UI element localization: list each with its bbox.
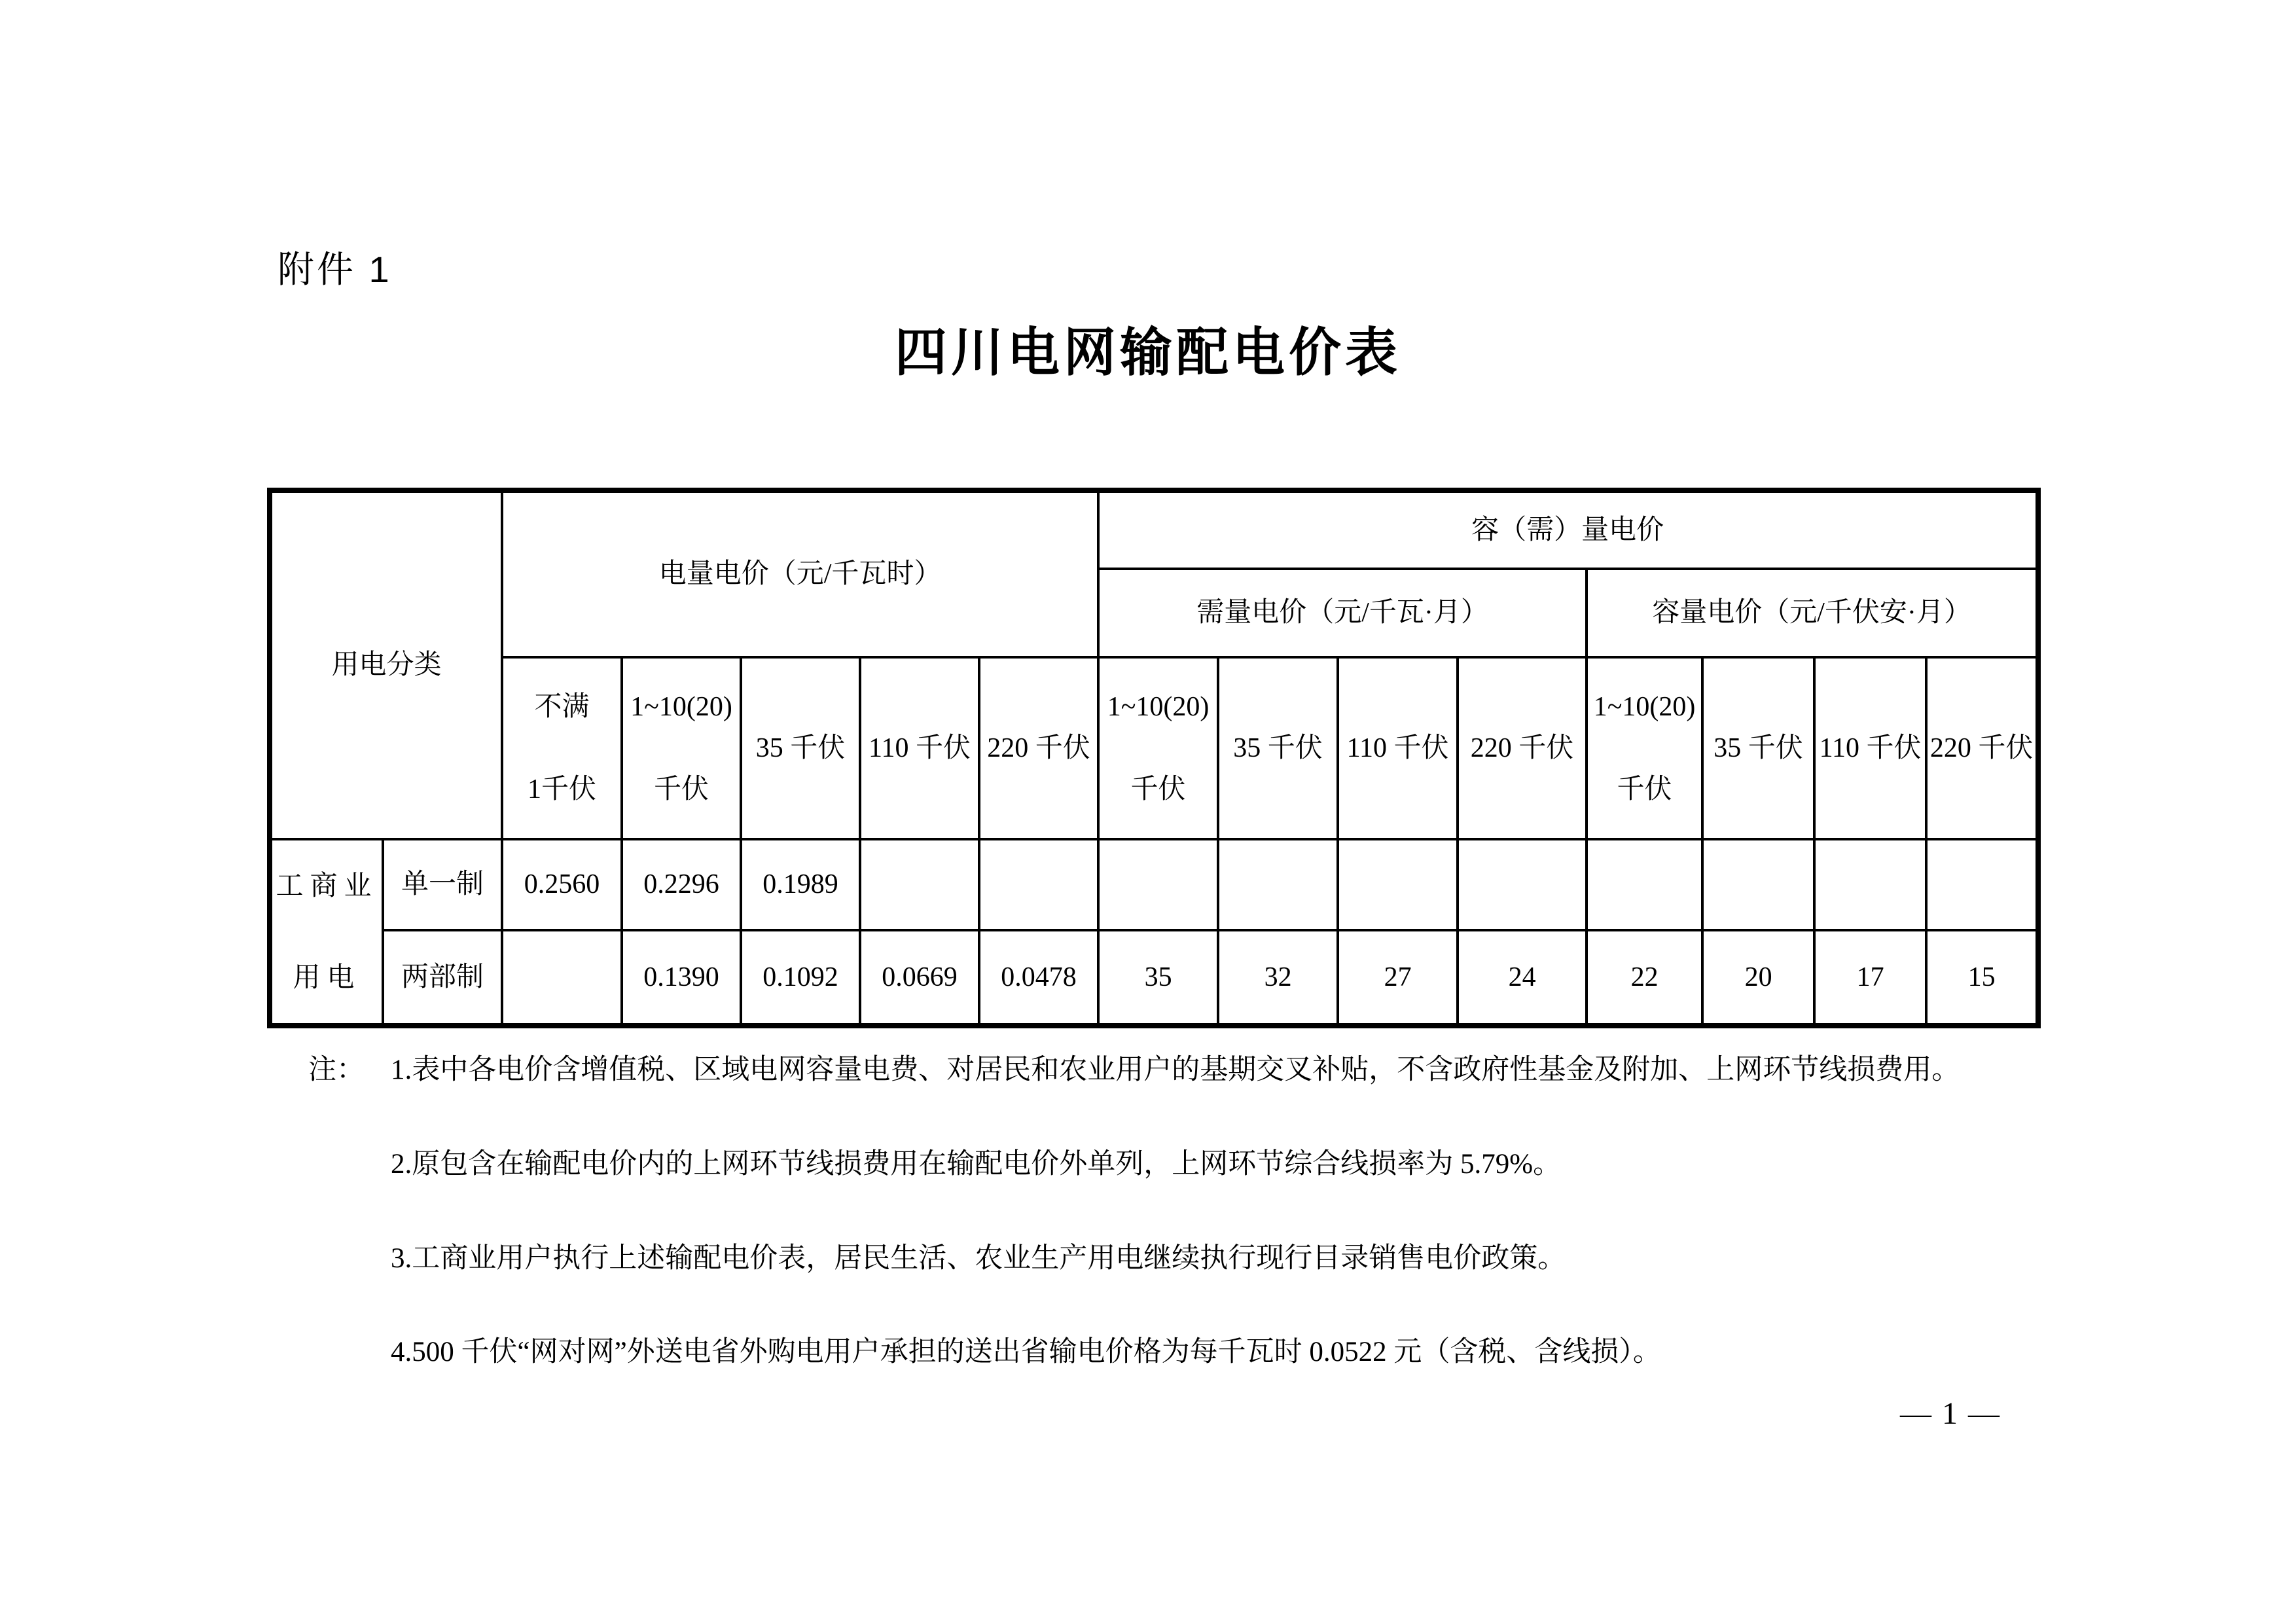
voltage-line-1: 不满 bbox=[534, 692, 590, 722]
header-voltage-demand-2: 110 千伏 bbox=[1338, 657, 1458, 839]
note-item-1: 1.表中各电价含增值税、区域电网容量电费、对居民和农业用户的基期交叉补贴，不含政府性基金及附加、上网环节线损费用。 bbox=[391, 1055, 1960, 1085]
table-header-row-3 bbox=[270, 657, 2038, 839]
header-energy-price: 电量电价（元/千瓦时） bbox=[502, 490, 1098, 657]
header-voltage-capacity-3: 220 千伏 bbox=[1926, 657, 2038, 839]
header-demand-price: 需量电价（元/千瓦·月） bbox=[1098, 569, 1587, 657]
data-cell-r1-c11: 17 bbox=[1814, 930, 1926, 1026]
data-cell-r0-c2: 0.1989 bbox=[741, 839, 860, 930]
tariff-table bbox=[267, 488, 2041, 1028]
category-line-1: 工商业 bbox=[276, 871, 378, 901]
voltage-label bbox=[503, 693, 620, 803]
header-voltage-energy-3: 110 千伏 bbox=[860, 657, 979, 839]
note-row bbox=[308, 1335, 2049, 1370]
data-cell-r1-c4: 0.0478 bbox=[979, 930, 1098, 1026]
voltage-line-2: 1千伏 bbox=[528, 774, 597, 804]
note-row bbox=[308, 1147, 2049, 1182]
header-capacity-demand-price: 容（需）量电价 bbox=[1098, 490, 2038, 569]
data-cell-r0-c11 bbox=[1814, 839, 1926, 930]
note-item-4: 4.500 千伏“网对网”外送电省外购电用户承担的送出省输电价格为每千瓦时 0.0522 元（含税、含线损）。 bbox=[391, 1337, 1661, 1368]
header-voltage-demand-1: 35 千伏 bbox=[1218, 657, 1338, 839]
data-cell-r1-c6: 32 bbox=[1218, 930, 1338, 1026]
data-cell-r1-c0 bbox=[502, 930, 622, 1026]
data-cell-r1-c12: 15 bbox=[1926, 930, 2038, 1026]
page-number: — 1 — bbox=[1900, 1396, 2001, 1431]
voltage-line-1: 1~10(20) bbox=[1593, 692, 1696, 722]
voltage-line-2: 千伏 bbox=[654, 774, 709, 804]
data-cell-r1-c1: 0.1390 bbox=[622, 930, 741, 1026]
note-row bbox=[308, 1053, 2049, 1088]
data-cell-r0-c12 bbox=[1926, 839, 2038, 930]
data-cell-r1-c7: 27 bbox=[1338, 930, 1458, 1026]
data-cell-r0-c10 bbox=[1702, 839, 1814, 930]
header-voltage-energy-4: 220 千伏 bbox=[979, 657, 1098, 839]
voltage-line-2: 千伏 bbox=[1617, 774, 1672, 804]
data-cell-r0-c1: 0.2296 bbox=[622, 839, 741, 930]
note-row bbox=[308, 1241, 2049, 1276]
note-item-2: 2.原包含在输配电价内的上网环节线损费用在输配电价外单列，上网环节综合线损率为 5.79%。 bbox=[391, 1148, 1562, 1180]
data-cell-r0-c8 bbox=[1458, 839, 1587, 930]
notes-section bbox=[308, 1053, 2049, 1429]
note-item-3: 3.工商业用户执行上述输配电价表，居民生活、农业生产用电继续执行现行目录销售电价政策。 bbox=[391, 1242, 1566, 1274]
header-capacity-price: 容量电价（元/千伏安·月） bbox=[1587, 569, 2038, 657]
data-cell-r1-c5: 35 bbox=[1098, 930, 1218, 1026]
data-cell-r1-c9: 22 bbox=[1587, 930, 1702, 1026]
data-cell-r0-c0: 0.2560 bbox=[502, 839, 622, 930]
category-label bbox=[272, 873, 382, 992]
header-voltage-capacity-0 bbox=[1587, 657, 1702, 839]
data-cell-r0-c6 bbox=[1218, 839, 1338, 930]
data-cell-r1-c10: 20 bbox=[1702, 930, 1814, 1026]
cell-pricing-system-two-part: 两部制 bbox=[383, 930, 502, 1026]
data-cell-r0-c3 bbox=[860, 839, 979, 930]
table-data-row-two-part bbox=[270, 930, 2038, 1026]
header-voltage-energy-2: 35 千伏 bbox=[741, 657, 860, 839]
page-title: 四川电网输配电价表 bbox=[895, 325, 1401, 382]
table-header-row-1 bbox=[270, 490, 2038, 569]
data-cell-r0-c9 bbox=[1587, 839, 1702, 930]
data-cell-r1-c3: 0.0669 bbox=[860, 930, 979, 1026]
header-voltage-demand-3: 220 千伏 bbox=[1458, 657, 1587, 839]
header-voltage-capacity-2: 110 千伏 bbox=[1814, 657, 1926, 839]
table-data-row-single bbox=[270, 839, 2038, 930]
data-cell-r1-c2: 0.1092 bbox=[741, 930, 860, 1026]
voltage-label bbox=[623, 693, 740, 803]
category-line-2: 用电 bbox=[293, 962, 361, 993]
header-voltage-energy-1 bbox=[622, 657, 741, 839]
header-voltage-demand-0 bbox=[1098, 657, 1218, 839]
cell-category bbox=[270, 839, 383, 1026]
cell-pricing-system-single: 单一制 bbox=[383, 839, 502, 930]
voltage-label bbox=[1588, 693, 1701, 803]
header-voltage-energy-0 bbox=[502, 657, 622, 839]
voltage-line-2: 千伏 bbox=[1130, 774, 1186, 804]
voltage-line-1: 1~10(20) bbox=[1107, 692, 1210, 722]
data-cell-r0-c5 bbox=[1098, 839, 1218, 930]
voltage-label bbox=[1100, 693, 1217, 803]
header-usage-classification: 用电分类 bbox=[270, 490, 502, 839]
data-cell-r0-c4 bbox=[979, 839, 1098, 930]
voltage-line-1: 1~10(20) bbox=[630, 692, 732, 722]
attachment-label: 附件 1 bbox=[278, 249, 392, 290]
notes-label: 注： bbox=[308, 1055, 365, 1085]
header-voltage-capacity-1: 35 千伏 bbox=[1702, 657, 1814, 839]
data-cell-r0-c7 bbox=[1338, 839, 1458, 930]
data-cell-r1-c8: 24 bbox=[1458, 930, 1587, 1026]
